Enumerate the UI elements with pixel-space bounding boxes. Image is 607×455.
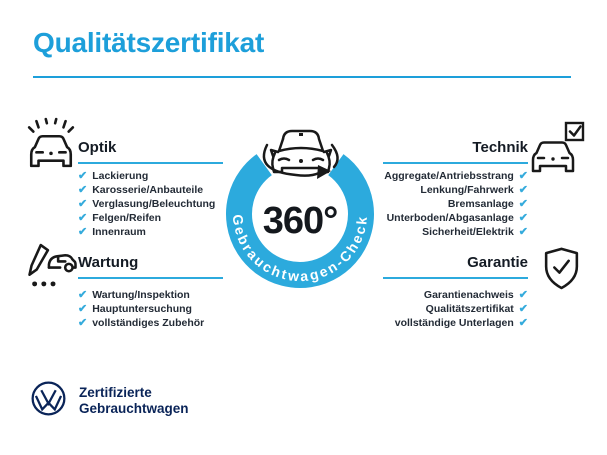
checklist-item bbox=[78, 225, 215, 239]
check-icon: ✔ bbox=[518, 288, 528, 301]
check-icon: ✔ bbox=[518, 302, 528, 315]
checklist-item bbox=[358, 316, 528, 330]
optik-checklist bbox=[78, 169, 215, 239]
footer-brand-line1: Zertifizierte bbox=[79, 385, 152, 400]
checklist-item bbox=[78, 169, 215, 183]
title-divider bbox=[33, 76, 571, 78]
car-checkbox-icon bbox=[529, 121, 587, 178]
checklist-item-label: Qualitätszertifikat bbox=[425, 303, 514, 315]
pencil-car-icon bbox=[27, 242, 77, 294]
check-icon: ✔ bbox=[518, 225, 528, 238]
check-icon: ✔ bbox=[518, 169, 528, 182]
check-icon: ✔ bbox=[518, 211, 528, 224]
checklist-item bbox=[78, 197, 215, 211]
section-title-technik: Technik bbox=[383, 138, 528, 164]
check-icon: ✔ bbox=[78, 169, 88, 182]
checklist-item-label: Hauptuntersuchung bbox=[92, 303, 192, 315]
checklist-item-label: Aggregate/Antriebsstrang bbox=[384, 170, 514, 182]
wartung-checklist bbox=[78, 288, 204, 330]
checklist-item bbox=[78, 211, 215, 225]
360-value: 360° bbox=[262, 200, 338, 242]
vw-logo bbox=[31, 381, 66, 416]
checklist-item-label: Karosserie/Anbauteile bbox=[92, 184, 204, 196]
checklist-item-label: Verglasung/Beleuchtung bbox=[92, 198, 216, 210]
checklist-item-label: Wartung/Inspektion bbox=[92, 289, 190, 301]
check-icon: ✔ bbox=[78, 197, 88, 210]
checklist-item bbox=[78, 288, 204, 302]
check-icon: ✔ bbox=[78, 211, 88, 224]
check-icon: ✔ bbox=[78, 302, 88, 315]
check-icon: ✔ bbox=[78, 183, 88, 196]
check-icon: ✔ bbox=[518, 197, 528, 210]
page-title: Qualitätszertifikat bbox=[33, 27, 265, 58]
checklist-item bbox=[78, 316, 204, 330]
checklist-item bbox=[78, 183, 215, 197]
checklist-item-label: Innenraum bbox=[92, 226, 146, 238]
check-icon: ✔ bbox=[78, 225, 88, 238]
rotating-car-icon bbox=[264, 131, 338, 179]
section-title-optik: Optik bbox=[78, 138, 223, 164]
check-icon: ✔ bbox=[518, 183, 528, 196]
footer-brand-line2: Gebrauchtwagen bbox=[79, 401, 189, 416]
360-check-ring bbox=[200, 95, 400, 310]
checklist-item-label: vollständige Unterlagen bbox=[394, 317, 514, 329]
check-icon: ✔ bbox=[78, 316, 88, 329]
checklist-item-label: vollständiges Zubehör bbox=[92, 317, 205, 329]
checklist-item-label: Garantienachweis bbox=[423, 289, 514, 301]
checklist-item-label: Lenkung/Fahrwerk bbox=[420, 184, 514, 196]
section-title-wartung: Wartung bbox=[78, 253, 223, 279]
ring-label: Gebrauchtwagen-Check bbox=[229, 213, 371, 285]
section-title-garantie: Garantie bbox=[383, 253, 528, 279]
checklist-item-label: Lackierung bbox=[92, 170, 149, 182]
shield-check-icon bbox=[543, 247, 580, 295]
checklist-item-label: Bremsanlage bbox=[447, 198, 514, 210]
checklist-item-label: Unterboden/Abgasanlage bbox=[386, 212, 514, 224]
checklist-item-label: Felgen/Reifen bbox=[92, 212, 162, 224]
check-icon: ✔ bbox=[518, 316, 528, 329]
check-icon: ✔ bbox=[78, 288, 88, 301]
checklist-item bbox=[78, 302, 204, 316]
footer-brand-text bbox=[79, 385, 189, 417]
car-shine-icon bbox=[26, 117, 76, 174]
checklist-item-label: Sicherheit/Elektrik bbox=[422, 226, 514, 238]
